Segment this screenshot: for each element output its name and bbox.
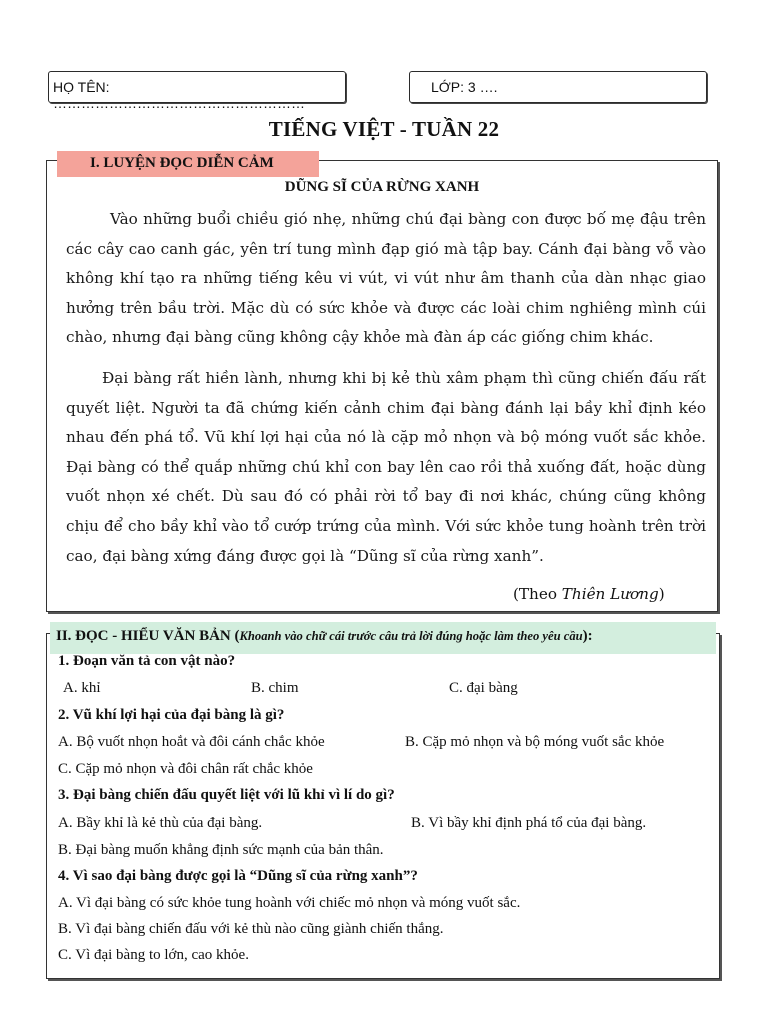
source-suffix: ) (658, 585, 665, 603)
class-box[interactable] (409, 71, 707, 103)
q2-option-c[interactable]: C. Cặp mỏ nhọn và đôi chân rất chắc khỏe (58, 761, 313, 777)
section-2-title: II. ĐỌC - HIỂU VĂN BẢN ( (56, 628, 240, 644)
q1-option-a[interactable]: A. khỉ (63, 680, 101, 696)
story-paragraph-2: Đại bàng rất hiền lành, nhưng khi bị kẻ thù xâm phạm thì cũng chiến đấu rất quyết liệt. Người ta đã chứng kiến cảnh chim đại bàng đánh lại bầy khỉ định kéo nhau đến phá tổ. Vũ khí lợi hại của nó là cặp mỏ nhọn và bộ móng vuốt sắc khỏe. Đại bàng có thể quắp những chú khỉ con bay lên cao rồi thả xuống đất, hoặc dùng vuốt nhọn xé chết. Dù sau đó có phải rời tổ bay đi nơi khác, chúng cũng không chịu để cho bầy khỉ vào tổ cướp trứng của mình. Với sức khỏe tung hoành trên trời cao, đại bàng xứng đáng được gọi là “Dũng sĩ của rừng xanh”. (66, 369, 706, 565)
source-prefix: (Theo (513, 585, 562, 603)
q2-option-b[interactable]: B. Cặp mỏ nhọn và bộ móng vuốt sắc khỏe (405, 734, 665, 750)
question-2: 2. Vũ khí lợi hại của đại bàng là gì? (58, 707, 285, 723)
class-label: LỚP: 3 …. (431, 79, 498, 95)
question-1: 1. Đoạn văn tả con vật nào? (58, 653, 236, 669)
q1-option-c[interactable]: C. đại bàng (449, 680, 518, 696)
q1-option-b[interactable]: B. chim (251, 680, 299, 696)
q3-option-a[interactable]: A. Bầy khỉ là kẻ thù của đại bàng. (58, 815, 263, 831)
q2-option-a[interactable]: A. Bộ vuốt nhọn hoắt và đôi cánh chắc khỏe (58, 734, 325, 750)
story-title: DŨNG SĨ CỦA RỪNG XANH (284, 179, 480, 195)
student-name-box[interactable] (48, 71, 346, 111)
section-2-instruction: Khoanh vào chữ cái trước câu trả lời đúng hoặc làm theo yêu cầu (239, 629, 583, 643)
section-1-heading: I. LUYỆN ĐỌC DIỄN CẢM (57, 151, 319, 177)
q4-option-b[interactable]: B. Vì đại bàng chiến đấu với kẻ thù nào cũng giành chiến thắng. (58, 921, 444, 937)
student-name-label: HỌ TÊN: ……………………………………………… (53, 79, 305, 111)
q4-option-a[interactable]: A. Vì đại bàng có sức khỏe tung hoành với chiếc mỏ nhọn và móng vuốt sắc. (58, 895, 521, 911)
question-3: 3. Đại bàng chiến đấu quyết liệt với lũ khỉ vì lí do gì? (58, 787, 395, 803)
section-2-heading-end: ): (582, 628, 593, 644)
story-paragraph-1: Vào những buổi chiều gió nhẹ, những chú đại bàng con được bố mẹ đậu trên các cây cao canh gác, yên trí tung mình đạp gió mà tập bay. Cánh đại bàng vỗ vào không khí tạo ra những tiếng kêu vi vút, vi vút như âm thanh của dàn nhạc giao hưởng trên bầu trời. Mặc dù có sức khỏe và được các loài chim nghiêng mình cúi chào, nhưng đại bàng cũng không cậy khỏe mà đàn áp các giống chim khác. (66, 210, 706, 347)
page-title: TIẾNG VIỆT - TUẦN 22 (268, 117, 500, 141)
source-author: Thiên Lương (561, 585, 659, 603)
q4-option-c[interactable]: C. Vì đại bàng to lớn, cao khỏe. (58, 947, 249, 963)
q3-option-b[interactable]: B. Vì bầy khỉ định phá tổ của đại bàng. (411, 815, 647, 831)
q3-option-c[interactable]: B. Đại bàng muốn khẳng định sức mạnh của bản thân. (58, 842, 384, 858)
question-4: 4. Vì sao đại bàng được gọi là “Dũng sĩ của rừng xanh”? (58, 868, 418, 884)
section-2-heading (50, 622, 716, 654)
story-source (513, 585, 665, 603)
